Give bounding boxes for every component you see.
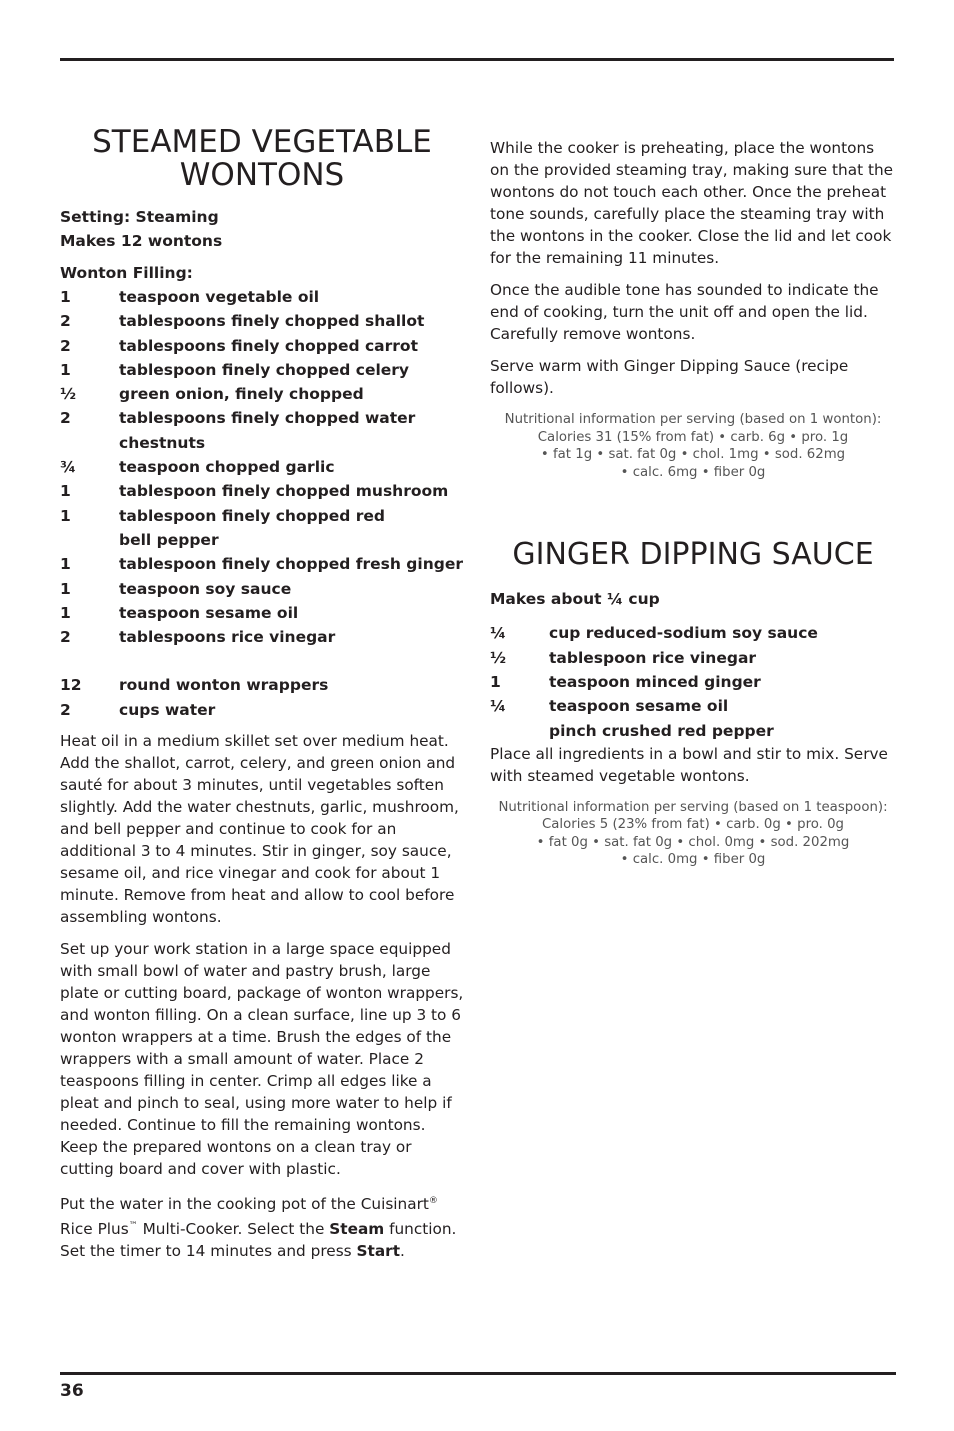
ingredient-text: tablespoon finely chopped fresh ginger [119, 555, 464, 574]
steam-function-label: Steam [329, 1220, 385, 1239]
nutrition-line: • calc. 0mg • fiber 0g [620, 852, 766, 868]
ingredient-text: round wonton wrappers [119, 676, 329, 695]
right-column [490, 137, 896, 869]
ingredient-qty: 1 [60, 482, 71, 501]
recipe-meta [60, 205, 464, 253]
ingredient-text: teaspoon vegetable oil [119, 287, 320, 306]
ingredient-text: tablespoons finely chopped shallot [119, 312, 425, 331]
ingredient-item [60, 309, 464, 333]
ingredient-qty: 1 [60, 287, 71, 306]
sauce-instruction: Place all ingredients in a bowl and stir to mix. Serve with steamed vegetable wontons. [490, 744, 888, 785]
ingredient-qty: 2 [60, 700, 71, 719]
ingredient-item [60, 334, 464, 358]
ingredient-text: pinch crushed red pepper [549, 721, 774, 740]
instruction-paragraph: Once the audible tone has sounded to indicate the end of cooking, turn the unit off and open the lid. Carefully remove wontons. [490, 281, 879, 343]
text-run: Rice Plus [60, 1220, 129, 1239]
ingredient-text: green onion, finely chopped [119, 385, 364, 404]
ingredient-item [490, 670, 896, 694]
ingredient-text: tablespoon finely chopped red bell pepper [119, 506, 386, 549]
ingredient-item [490, 719, 896, 743]
ingredient-item [60, 455, 464, 479]
filling-heading: Wonton Filling: [60, 263, 193, 282]
trademark-mark: ™ [128, 1221, 138, 1232]
ingredient-qty: 1 [490, 672, 501, 691]
ingredient-list-wrappers [60, 673, 464, 722]
ingredient-item [60, 552, 464, 576]
recipe-title-wontons [60, 126, 464, 193]
ingredient-qty: 12 [60, 676, 82, 695]
ingredient-item [490, 621, 896, 645]
nutrition-line: • calc. 6mg • fiber 0g [620, 464, 766, 480]
ingredient-qty: ½ [490, 648, 507, 667]
instruction-paragraph: While the cooker is preheating, place the wontons on the provided steaming tray, making sure that the wontons do not touch each other. Once the preheat tone sounds, carefully place the steaming tray with the wontons in the cooker. Close the lid and let cook for the remaining 11 minutes. [490, 139, 894, 267]
ingredient-qty: 1 [60, 579, 71, 598]
ingredient-qty: 1 [60, 603, 71, 622]
ingredient-qty: ½ [60, 385, 77, 404]
nutrition-line: Nutritional information per serving (based on 1 wonton): [504, 412, 882, 427]
ingredient-text: tablespoons finely chopped carrot [119, 336, 418, 355]
ingredient-qty: 1 [60, 555, 71, 574]
left-column [60, 126, 464, 1272]
ingredient-text: teaspoon sesame oil [119, 603, 299, 622]
ingredient-text: tablespoon finely chopped celery [119, 360, 410, 379]
ingredient-qty: 2 [60, 312, 71, 331]
ingredient-list-filling [60, 285, 464, 649]
yield-text: Makes 12 wontons [60, 231, 223, 250]
text-run: . [400, 1242, 405, 1261]
nutrition-info-wontons [490, 411, 896, 481]
ingredient-qty: 2 [60, 409, 71, 428]
ingredient-item [490, 646, 896, 670]
nutrition-info-sauce [490, 799, 896, 869]
ingredient-qty [490, 719, 549, 743]
ingredient-item [60, 625, 464, 649]
ingredient-text: cups water [119, 700, 216, 719]
instruction-paragraph: Heat oil in a medium skillet set over medium heat. Add the shallot, carrot, celery, and green onion and sauté for about 3 minutes, until vegetables soften slightly. Add the water chestnuts, garlic, mushroom, and bell pepper and continue to cook for an additional 3 to 4 minutes. Stir in ginger, soy sauce, sesame oil, and rice vinegar and cook for about 1 minute. Remove from heat and allow to cool before assembling wontons. [60, 731, 459, 926]
ingredient-item [60, 285, 464, 309]
ingredient-text: teaspoon minced ginger [549, 672, 761, 691]
ingredient-text: teaspoon sesame oil [549, 697, 729, 716]
ingredient-text: teaspoon chopped garlic [119, 458, 335, 477]
instruction-paragraph-cooker [60, 1190, 464, 1262]
setting-text: Setting: Steaming [60, 207, 219, 226]
ingredient-qty: ¾ [60, 458, 77, 477]
instruction-paragraph: Serve warm with Ginger Dipping Sauce (recipe follows). [490, 357, 849, 397]
ingredient-item [60, 479, 464, 503]
ingredient-item [60, 406, 464, 455]
ingredient-item [60, 698, 464, 722]
nutrition-line: Calories 5 (23% from fat) • carb. 0g • pro. 0g [542, 817, 844, 833]
ingredient-item [60, 358, 464, 382]
ingredient-text: cup reduced-sodium soy sauce [549, 624, 818, 643]
ingredient-text: teaspoon soy sauce [119, 579, 292, 598]
page-number: 36 [60, 1381, 84, 1401]
ingredient-item [60, 673, 464, 697]
ingredient-item [60, 382, 464, 406]
recipe-title-sauce: GINGER DIPPING SAUCE [512, 537, 874, 572]
ingredient-qty: ¼ [490, 697, 507, 716]
instruction-paragraph: Set up your work station in a large space equipped with small bowl of water and pastry brush, large plate or cutting board, package of wonton wrappers, and wonton filling. On a clean surface, line up 3 to 6 wonton wrappers at a time. Brush the edges of the wrappers with a small amount of water. Place 2 teaspoons filling in center. Crimp all edges like a pleat and pinch to seal, using more water to help if needed. Continue to fill the remaining wontons. Keep the prepared wontons on a clean tray or cutting board and cover with plastic. [60, 939, 464, 1178]
ingredient-text: tablespoon finely chopped mushroom [119, 482, 449, 501]
recipe-title-line1: STEAMED VEGETABLE [92, 124, 432, 160]
ingredient-text: tablespoons rice vinegar [119, 628, 336, 647]
ingredient-qty: 2 [60, 336, 71, 355]
text-run: Multi-Cooker. Select the [137, 1220, 330, 1239]
ingredient-item [490, 694, 896, 718]
ingredient-text: tablespoons finely chopped water chestnuts [119, 409, 416, 452]
registered-mark: ® [428, 1195, 438, 1206]
nutrition-line: • fat 1g • sat. fat 0g • chol. 1mg • sod. 62mg [540, 447, 846, 462]
ingredient-qty: ¼ [490, 624, 507, 643]
sauce-yield: Makes about ¼ cup [490, 590, 660, 609]
start-button-label: Start [356, 1242, 401, 1261]
nutrition-line: Calories 31 (15% from fat) • carb. 6g • pro. 1g [537, 429, 849, 445]
ingredient-item [60, 601, 464, 625]
text-run: function. Set the timer to 14 minutes and press [60, 1220, 457, 1261]
text-run: Put the water in the cooking pot of the Cuisinart [60, 1195, 429, 1214]
ingredient-text: tablespoon rice vinegar [549, 648, 757, 667]
ingredient-qty: 2 [60, 628, 71, 647]
nutrition-line: • fat 0g • sat. fat 0g • chol. 0mg • sod. 202mg [536, 834, 850, 850]
ingredient-item [60, 577, 464, 601]
ingredient-item [60, 504, 464, 553]
nutrition-line: Nutritional information per serving (based on 1 teaspoon): [498, 799, 888, 815]
bottom-rule [60, 1372, 896, 1375]
recipe-title-line2: WONTONS [179, 157, 345, 194]
ingredient-qty: 1 [60, 360, 71, 379]
top-rule [60, 58, 894, 61]
ingredient-list-sauce [490, 621, 896, 742]
ingredient-qty: 1 [60, 506, 71, 525]
